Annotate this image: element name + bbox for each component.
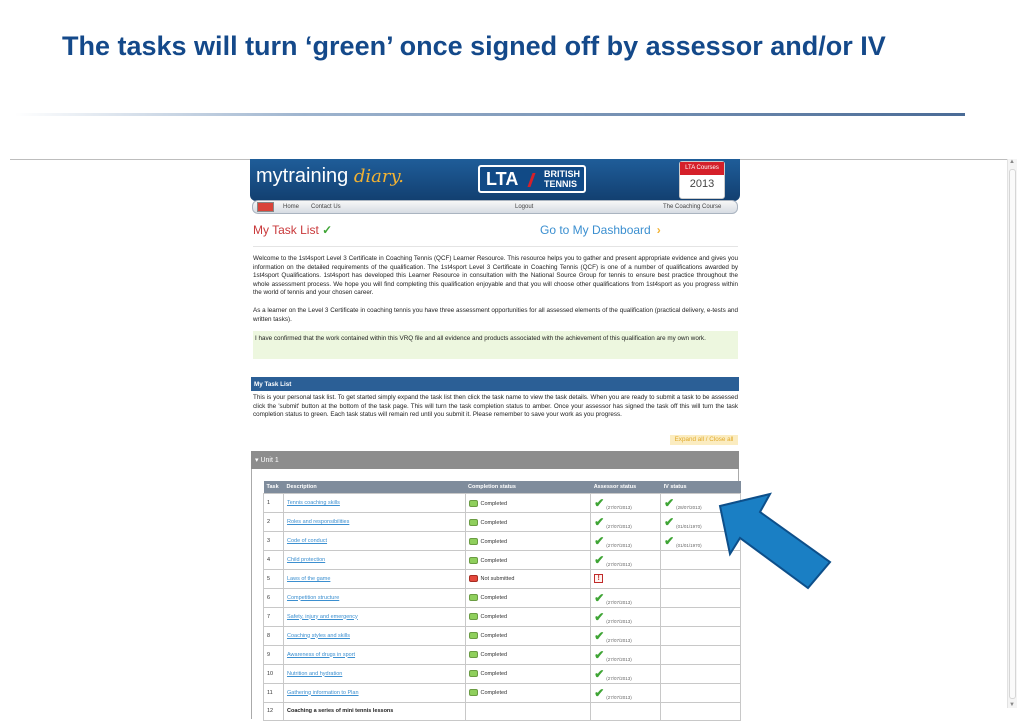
status-green-icon bbox=[469, 594, 478, 601]
logo-script-text: diary. bbox=[353, 166, 404, 187]
status-green-icon bbox=[469, 613, 478, 620]
completion-status bbox=[465, 513, 591, 532]
iv-date: (01/01/1970) bbox=[676, 543, 702, 548]
table-header-row bbox=[264, 481, 741, 494]
table-row bbox=[264, 588, 741, 607]
task-number: 9 bbox=[264, 645, 284, 664]
task-list-title-text: My Task List bbox=[253, 223, 319, 237]
iv-status bbox=[661, 607, 741, 626]
checkmark-icon: ✔ bbox=[664, 496, 675, 510]
status-red-icon bbox=[469, 575, 478, 582]
iv-date: (01/01/1970) bbox=[676, 524, 702, 529]
checkmark-icon: ✔ bbox=[594, 685, 605, 700]
task-number: 8 bbox=[264, 626, 284, 645]
my-task-list-title bbox=[253, 223, 332, 237]
completion-status bbox=[465, 683, 591, 702]
task-number: 6 bbox=[264, 588, 284, 607]
table-row bbox=[264, 626, 741, 645]
task-description-link[interactable]: Tennis coaching skills bbox=[283, 494, 465, 513]
title-divider bbox=[15, 113, 965, 116]
task-list-heading: My Task List bbox=[251, 377, 739, 391]
task-description-link[interactable]: Child protection bbox=[283, 551, 465, 570]
completion-status-text: Completed bbox=[480, 538, 508, 545]
table-row bbox=[264, 513, 741, 532]
lta-logo bbox=[478, 165, 586, 193]
calendar-icon[interactable] bbox=[679, 161, 725, 199]
scroll-up-icon[interactable]: ▲ bbox=[1009, 159, 1015, 165]
status-green-icon bbox=[469, 689, 478, 696]
calendar-label: LTA Courses bbox=[680, 162, 724, 175]
completion-status bbox=[465, 702, 591, 721]
col-completion-header: Completion status bbox=[465, 481, 591, 494]
completion-status bbox=[465, 588, 591, 607]
vertical-scrollbar[interactable] bbox=[1007, 159, 1017, 708]
assessor-date: (27/07/2013) bbox=[606, 675, 632, 681]
completion-status-text: Completed bbox=[480, 500, 508, 507]
lta-logo-text: LTA bbox=[486, 169, 519, 189]
iv-date: (28/07/2013) bbox=[676, 505, 702, 510]
status-green-icon bbox=[469, 557, 478, 564]
checkmark-icon: ✔ bbox=[594, 590, 605, 605]
task-number: 3 bbox=[264, 532, 284, 551]
assessor-status bbox=[591, 664, 661, 683]
check-icon: ✓ bbox=[322, 223, 333, 237]
checkmark-icon: ✔ bbox=[664, 534, 675, 548]
completion-status bbox=[465, 607, 591, 626]
assessor-status bbox=[591, 588, 661, 607]
task-number: 11 bbox=[264, 683, 284, 702]
table-row bbox=[264, 570, 741, 589]
lta-british-text: BRITISH bbox=[544, 169, 580, 179]
completion-status bbox=[465, 645, 591, 664]
assessor-status bbox=[591, 645, 661, 664]
site-banner bbox=[250, 159, 740, 201]
assessor-date: (27/07/2013) bbox=[606, 694, 632, 700]
checkmark-icon: ✔ bbox=[594, 534, 605, 548]
checkmark-icon: ✔ bbox=[594, 628, 605, 643]
status-green-icon bbox=[469, 632, 478, 639]
task-number: 1 bbox=[264, 494, 284, 513]
assessor-status bbox=[591, 494, 661, 513]
task-description-link[interactable]: Coaching styles and skills bbox=[283, 626, 465, 645]
table-row bbox=[264, 702, 741, 721]
completion-status-text: Completed bbox=[480, 632, 508, 639]
task-description-link[interactable]: Safety, injury and emergency bbox=[283, 607, 465, 626]
nav-logout-link[interactable]: Logout bbox=[515, 204, 534, 210]
lta-tennis-text: TENNIS bbox=[544, 179, 578, 189]
confirmation-box: I have confirmed that the work contained within this VRQ file and all evidence and products associated with the achievement of this qualification are my own work. bbox=[253, 331, 738, 359]
assessor-status bbox=[591, 607, 661, 626]
scroll-down-icon[interactable]: ▼ bbox=[1009, 702, 1015, 708]
completion-status bbox=[465, 664, 591, 683]
iv-status bbox=[661, 645, 741, 664]
completion-status bbox=[465, 494, 591, 513]
status-green-icon bbox=[469, 519, 478, 526]
nav-bar bbox=[252, 200, 738, 214]
task-table bbox=[263, 481, 741, 721]
task-number: 4 bbox=[264, 551, 284, 570]
table-row bbox=[264, 551, 741, 570]
completion-status-text: Completed bbox=[480, 689, 508, 696]
col-task-header: Task bbox=[264, 481, 284, 494]
slide-title: The tasks will turn ‘green’ once signed off by assessor and/or IV bbox=[62, 31, 886, 61]
assessor-date: (27/07/2013) bbox=[606, 505, 632, 510]
dashboard-link[interactable] bbox=[540, 223, 661, 237]
completion-status bbox=[465, 570, 591, 589]
task-description-link[interactable]: Code of conduct bbox=[283, 532, 465, 551]
task-description-link[interactable]: Roles and responsibilities bbox=[283, 513, 465, 532]
learner-paragraph: As a learner on the Level 3 Certificate in coaching tennis you have three assessment opportunities for all assessed elements of the qualification (practical delivery, e-tests and written tasks). bbox=[253, 307, 738, 323]
assessor-status bbox=[591, 702, 661, 721]
assessor-date: (27/07/2013) bbox=[606, 656, 632, 662]
completion-status bbox=[465, 551, 591, 570]
task-number: 10 bbox=[264, 664, 284, 683]
assessor-date: (27/07/2013) bbox=[606, 618, 632, 624]
assessor-status bbox=[591, 570, 661, 589]
completion-status-text: Completed bbox=[480, 557, 508, 564]
checkmark-icon: ✔ bbox=[594, 553, 605, 567]
assessor-date: (27/07/2013) bbox=[606, 543, 632, 548]
table-row bbox=[264, 645, 741, 664]
completion-status-text: Completed bbox=[480, 670, 508, 677]
assessor-status bbox=[591, 683, 661, 702]
table-row bbox=[264, 532, 741, 551]
warning-icon: ! bbox=[594, 574, 603, 583]
completion-status bbox=[465, 626, 591, 645]
assessor-date: (27/07/2013) bbox=[606, 637, 632, 643]
table-row bbox=[264, 607, 741, 626]
checkmark-icon: ✔ bbox=[594, 496, 605, 510]
dashboard-link-text: Go to My Dashboard bbox=[540, 223, 651, 237]
nav-home-link[interactable]: Home bbox=[283, 204, 300, 210]
col-assessor-header: Assessor status bbox=[591, 481, 661, 494]
completion-status bbox=[465, 532, 591, 551]
status-green-icon bbox=[469, 500, 478, 507]
nav-course-link[interactable]: The Coaching Course bbox=[663, 204, 722, 210]
task-number: 12 bbox=[264, 702, 284, 721]
iv-status bbox=[661, 683, 741, 702]
completion-status-text: Not submitted bbox=[480, 576, 515, 583]
completion-status-text: Completed bbox=[480, 613, 508, 620]
site-logo[interactable] bbox=[256, 165, 404, 188]
scrollbar-thumb[interactable] bbox=[1009, 169, 1016, 699]
iv-status bbox=[661, 626, 741, 645]
status-green-icon bbox=[469, 651, 478, 658]
checkmark-icon: ✔ bbox=[594, 515, 605, 529]
task-description-link[interactable]: Competition structure bbox=[283, 588, 465, 607]
completion-status-text: Completed bbox=[480, 519, 508, 526]
checkmark-icon: ✔ bbox=[594, 609, 605, 624]
task-description-link[interactable]: Awareness of drugs in sport bbox=[283, 645, 465, 664]
task-description-link: Coaching a series of mini tennis lessons bbox=[283, 702, 465, 721]
unit-1-toggle[interactable]: ▾ Unit 1 bbox=[251, 451, 739, 469]
assessor-status bbox=[591, 626, 661, 645]
table-row bbox=[264, 664, 741, 683]
col-description-header: Description bbox=[283, 481, 465, 494]
table-row bbox=[264, 683, 741, 702]
highlight-arrow-icon bbox=[712, 488, 842, 598]
mini-calendar-icon[interactable] bbox=[257, 202, 274, 212]
assessor-date: (27/07/2013) bbox=[606, 562, 632, 567]
expand-collapse-button[interactable]: Expand all / Close all bbox=[670, 435, 738, 445]
status-green-icon bbox=[469, 538, 478, 545]
table-row bbox=[264, 494, 741, 513]
calendar-year: 2013 bbox=[689, 178, 715, 190]
checkmark-icon: ✔ bbox=[664, 515, 675, 529]
assessor-status bbox=[591, 513, 661, 532]
task-list-paragraph: This is your personal task list. To get started simply expand the task list then click the task name to view the task details. When you are ready to submit a task to be assessed click the 'submit' button at the bottom of the task page. This will turn the task completion status to amber. Once your assessor has signed the task off this will turn the task completion status to green. Each task status will remain red until you submit it. Please remember to save your work as you progress. bbox=[253, 394, 738, 418]
status-green-icon bbox=[469, 670, 478, 677]
iv-status bbox=[661, 664, 741, 683]
iv-status bbox=[661, 702, 741, 721]
task-number: 5 bbox=[264, 570, 284, 589]
lta-flag-icon bbox=[527, 173, 542, 187]
task-number: 2 bbox=[264, 513, 284, 532]
assessor-date: (27/07/2013) bbox=[606, 599, 632, 605]
checkmark-icon: ✔ bbox=[594, 647, 605, 662]
assessor-status bbox=[591, 532, 661, 551]
assessor-date: (27/07/2013) bbox=[606, 524, 632, 529]
chevron-right-icon: › bbox=[656, 223, 661, 237]
completion-status-text: Completed bbox=[480, 651, 508, 658]
divider bbox=[253, 246, 738, 247]
logo-main-text: mytraining bbox=[256, 165, 349, 187]
col-iv-header: IV status bbox=[661, 481, 741, 494]
nav-contact-link[interactable]: Contact Us bbox=[311, 204, 341, 210]
task-description-link[interactable]: Gathering information to Plan bbox=[283, 683, 465, 702]
task-number: 7 bbox=[264, 607, 284, 626]
checkmark-icon: ✔ bbox=[594, 666, 605, 681]
assessor-status bbox=[591, 551, 661, 570]
task-description-link[interactable]: Nutrition and hydration bbox=[283, 664, 465, 683]
task-description-link[interactable]: Laws of the game bbox=[283, 570, 465, 589]
completion-status-text: Completed bbox=[480, 594, 508, 601]
intro-paragraph: Welcome to the 1st4sport Level 3 Certificate in Coaching Tennis (QCF) Learner Resource. This resource helps you to gather and present appropriate evidence and gives you information on the detailed requirements of the qualification. The 1st4sport Level 3 Certificate in Coaching Tennis (QCF) is one of a number of qualifications awarded by 1st4sport Qualifications. 1st4sport has developed this Learner Resource in consultation with the National Source Group for tennis to ensure best practice throughout the whole assessment process. We hope you will find completing this qualification enjoyable and that you will choose other qualifications from 1st4sport as you progress within the world of tennis and your chosen career. bbox=[253, 255, 738, 296]
